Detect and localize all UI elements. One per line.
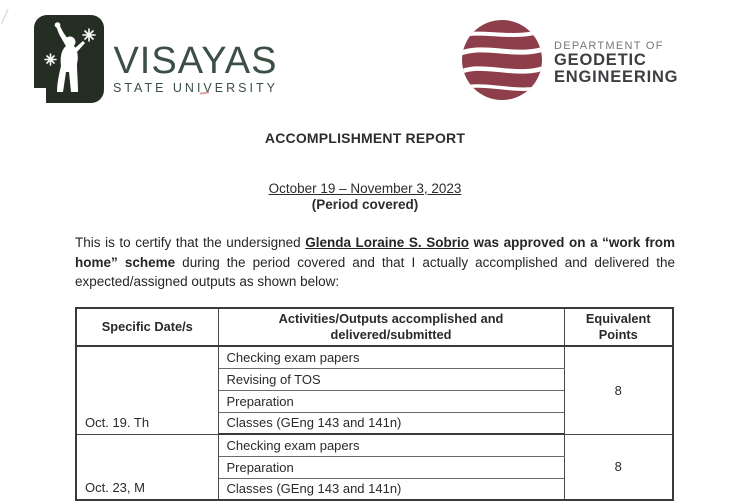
table-row [76, 434, 673, 456]
period-range: October 19 – November 3, 2023 [268, 181, 462, 196]
employee-name: Glenda Loraine S. Sobrio [305, 235, 469, 250]
activity-cell: Checking exam papers [218, 434, 564, 456]
geodetic-globe-icon [460, 18, 544, 107]
col-header-activities: Activities/Outputs accomplished and delivered/submitted [218, 308, 564, 346]
activity-cell: Revising of TOS [218, 368, 564, 390]
activity-cell: Preparation [218, 390, 564, 412]
col-header-date: Specific Date/s [76, 308, 218, 346]
period-block [0, 181, 730, 212]
department-name-line1: GEODETIC [554, 50, 647, 69]
scan-artifact [1, 9, 17, 28]
table-header-row [76, 308, 673, 346]
col-header-points: Equivalent Points [564, 308, 673, 346]
university-name: VISAYAS [113, 40, 278, 82]
points-cell: 8 [564, 434, 673, 500]
report-title: ACCOMPLISHMENT REPORT [264, 130, 466, 146]
certification-paragraph [75, 233, 675, 292]
vsu-wordmark [113, 42, 278, 95]
activity-cell: Preparation [218, 456, 564, 478]
certification-bold-phrase: was approved on a “work from home” scheme [75, 235, 675, 270]
date-cell: Oct. 19. Th [76, 346, 218, 434]
activity-cell: Classes (GEng 143 and 141n) [218, 478, 564, 500]
activity-cell: Classes (GEng 143 and 141n) [218, 412, 564, 434]
accomplishment-table [75, 307, 674, 501]
date-cell: Oct. 23, M [76, 434, 218, 500]
activity-cell: Checking exam papers [218, 346, 564, 368]
geodetic-wordmark [554, 40, 678, 86]
vsu-emblem-icon [33, 14, 105, 109]
table-row [76, 346, 673, 368]
department-name-line2: ENGINEERING [554, 67, 679, 86]
period-caption: (Period covered) [311, 197, 419, 212]
certification-lead: This is to certify that the undersigned [75, 235, 306, 250]
university-subtitle: STATE UNIVERSITY [113, 81, 278, 95]
geodetic-logo [460, 18, 678, 107]
points-cell: 8 [564, 346, 673, 434]
certification-tail: during the period covered and that I actually accomplished and delivered the expected/assigned outputs as shown below: [75, 254, 675, 289]
vsu-logo [33, 14, 278, 109]
department-overline: DEPARTMENT OF [554, 39, 664, 52]
